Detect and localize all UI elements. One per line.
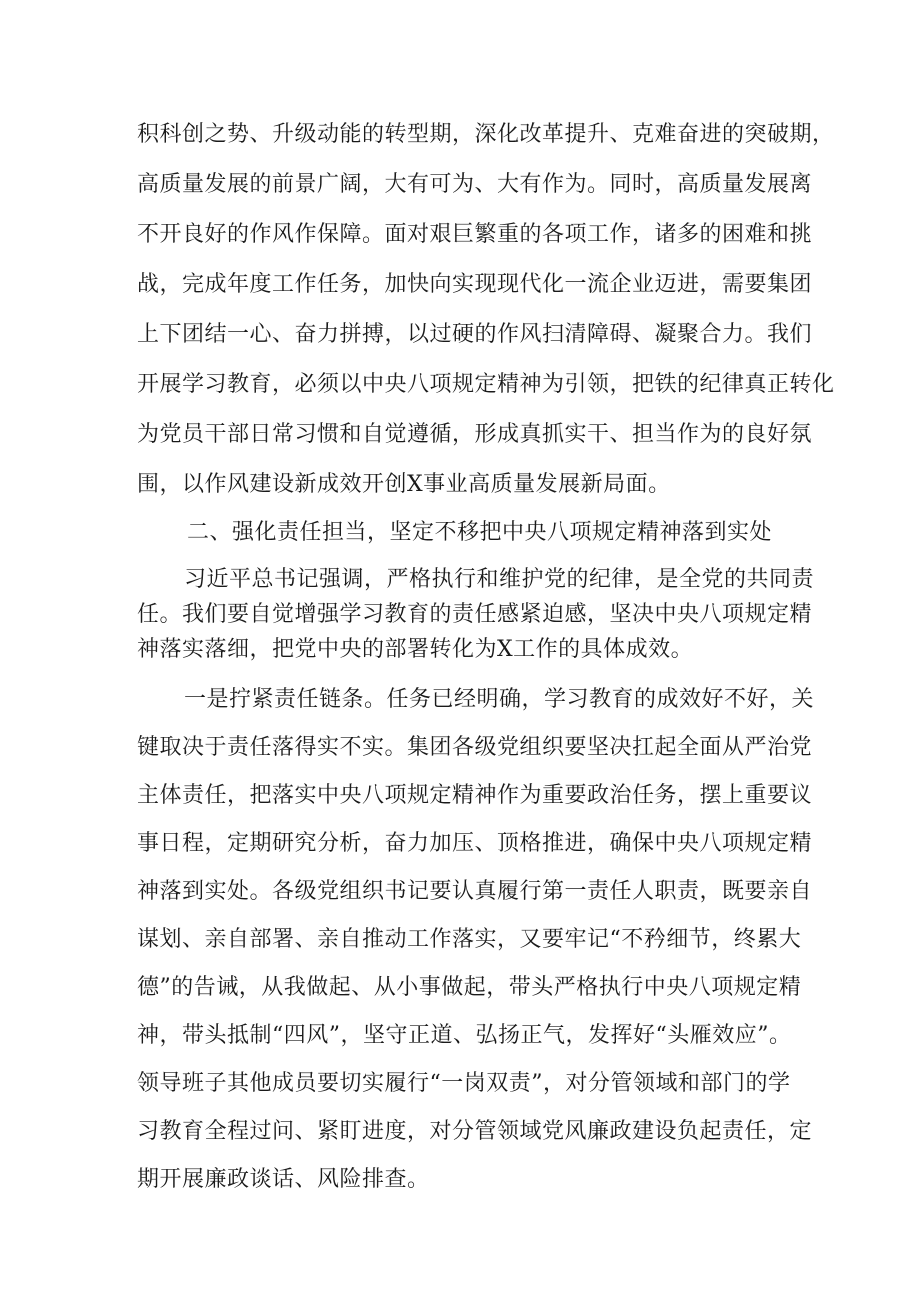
text-line: 为党员干部日常习惯和自觉遵循，形成真抓实干、担当作为的良好氛 [137, 422, 813, 447]
text-line: 上下团结一心、奋力拼搏，以过硬的作风扫清障碍、凝聚合力。我们 [137, 322, 813, 347]
text-line: 神，带头抵制“四风”，坚守正道、弘扬正气，发挥好“头雁效应”。 [137, 1023, 792, 1048]
text-line: 战，完成年度工作任务，加快向实现现代化一流企业迈进，需要集团 [137, 272, 813, 297]
text-line: 神落实落细，把党中央的部署转化为X工作的具体成效。 [137, 637, 694, 662]
text-line: 不开良好的作风作保障。面对艰巨繁重的各项工作，诸多的困难和挑 [137, 222, 813, 247]
text-line: 积科创之势、升级动能的转型期，深化改革提升、克难奋进的突破期， [137, 122, 835, 147]
text-line: 围，以作风建设新成效开创X事业高质量发展新局面。 [137, 472, 671, 497]
text-line: 神落到实处。各级党组织书记要认真履行第一责任人职责，既要亲自 [137, 879, 813, 904]
text-line: 高质量发展的前景广阔，大有可为、大有作为。同时，高质量发展离 [137, 172, 813, 197]
text-line: 习教育全程过问、紧盯进度，对分管领域党风廉政建设负起责任，定 [137, 1119, 813, 1144]
text-line: 任。我们要自觉增强学习教育的责任感紧迫感，坚决中央八项规定精 [137, 602, 813, 627]
text-line: 一是拧紧责任链条。任务已经明确，学习教育的成效好不好，关 [184, 687, 815, 712]
text-line: 事日程，定期研究分析，奋力加压、顶格推进，确保中央八项规定精 [137, 831, 813, 856]
text-line: 键取决于责任落得实不实。集团各级党组织要坚决扛起全面从严治党 [137, 735, 813, 760]
text-line: 期开展廉政谈话、风险排查。 [137, 1167, 430, 1192]
section-heading: 二、强化责任担当，坚定不移把中央八项规定精神落到实处 [187, 520, 773, 545]
text-line: 德”的告诫，从我做起、从小事做起，带头严格执行中央八项规定精 [137, 975, 802, 1000]
text-line: 习近平总书记强调，严格执行和维护党的纪律，是全党的共同责 [184, 567, 815, 592]
text-line: 开展学习教育，必须以中央八项规定精神为引领，把铁的纪律真正转化 [137, 372, 835, 397]
text-line: 主体责任，把落实中央八项规定精神作为重要政治任务，摆上重要议 [137, 783, 813, 808]
text-line: 领导班子其他成员要切实履行“一岗双责”，对分管领域和部门的学 [137, 1071, 791, 1096]
text-line: 谋划、亲自部署、亲自推动工作落实，又要牢记“不矜细节，终累大 [137, 927, 802, 952]
